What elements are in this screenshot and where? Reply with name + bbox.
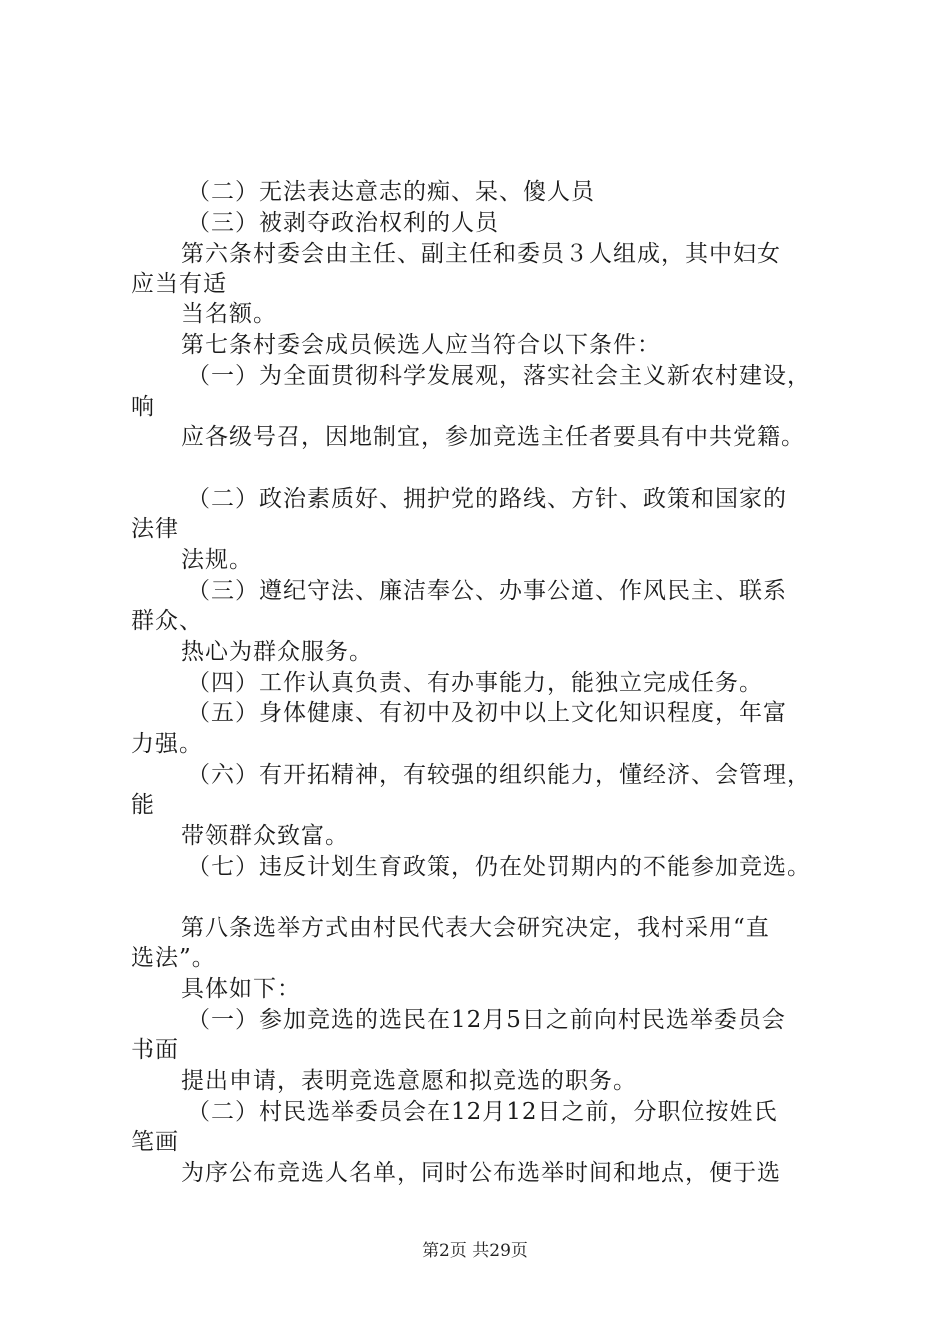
text-line: 第六条村委会由主任、副主任和委员３人组成，其中妇女 bbox=[181, 241, 781, 267]
text-line: （一）参加竞选的选民在12月5日之前向村民选举委员会 bbox=[187, 1007, 786, 1033]
text-line: 具体如下： bbox=[181, 976, 301, 1002]
text-line: （七）违反计划生育政策，仍在处罚期内的不能参加竞选。 bbox=[187, 854, 811, 880]
text-line: 力强。 bbox=[131, 731, 203, 757]
text-line: （二）村民选举委员会在12月12日之前，分职位按姓氏 bbox=[187, 1099, 778, 1125]
text-line: 热心为群众服务。 bbox=[181, 639, 373, 665]
text-line: 选法”。 bbox=[131, 945, 216, 971]
text-line: （五）身体健康、有初中及初中以上文化知识程度，年富 bbox=[187, 700, 787, 726]
text-line: （二）政治素质好、拥护党的路线、方针、政策和国家的 bbox=[187, 486, 787, 512]
text-line: （四）工作认真负责、有办事能力，能独立完成任务。 bbox=[187, 670, 763, 696]
text-line: 第七条村委会成员候选人应当符合以下条件： bbox=[181, 332, 661, 358]
text-line: 能 bbox=[131, 792, 155, 818]
text-line: 群众、 bbox=[131, 608, 203, 634]
text-line: 为序公布竞选人名单，同时公布选举时间和地点，便于选 bbox=[181, 1160, 781, 1186]
text-line: 笔画 bbox=[131, 1129, 179, 1155]
page-number-footer: 第2页 共29页 bbox=[422, 1241, 528, 1261]
text-line: 响 bbox=[131, 394, 155, 420]
text-line: 法律 bbox=[131, 516, 179, 542]
text-line: 第八条选举方式由村民代表大会研究决定，我村采用“直 bbox=[181, 915, 770, 941]
text-line: 法规。 bbox=[181, 547, 253, 573]
text-line: 应各级号召，因地制宜，参加竞选主任者要具有中共党籍。 bbox=[181, 424, 805, 450]
text-line: （二）无法表达意志的痴、呆、傻人员 bbox=[187, 179, 595, 205]
text-line: 当名额。 bbox=[181, 301, 277, 327]
text-line: （六）有开拓精神，有较强的组织能力，懂经济、会管理， bbox=[187, 762, 811, 788]
text-line: 应当有适 bbox=[131, 271, 227, 297]
text-line: 带领群众致富。 bbox=[181, 823, 349, 849]
text-line: 书面 bbox=[131, 1037, 179, 1063]
text-line: （三）遵纪守法、廉洁奉公、办事公道、作风民主、联系 bbox=[187, 578, 787, 604]
text-line: 提出申请，表明竞选意愿和拟竞选的职务。 bbox=[181, 1068, 637, 1094]
text-line: （一）为全面贯彻科学发展观，落实社会主义新农村建设， bbox=[187, 363, 811, 389]
text-line: （三）被剥夺政治权利的人员 bbox=[187, 210, 499, 236]
